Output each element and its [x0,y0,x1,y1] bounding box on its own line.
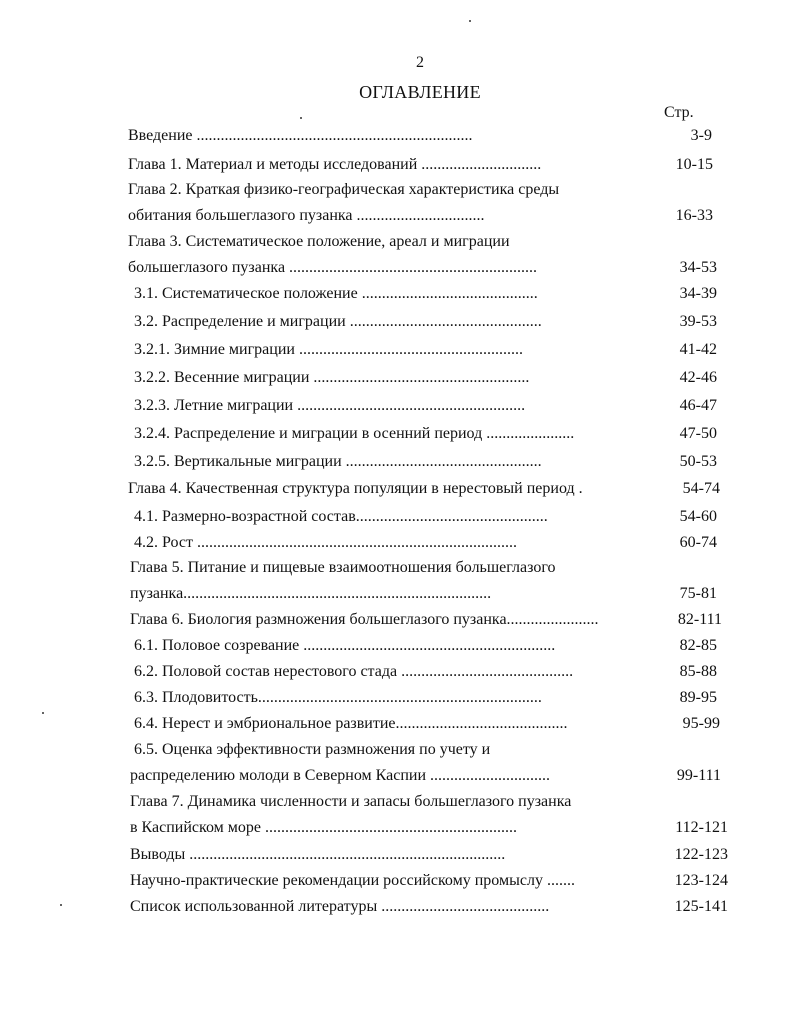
toc-entry-text: пузанка............................................................................. [130,585,492,602]
toc-entry-text: 6.4. Нерест и эмбриональное развитие........................................... [134,715,568,732]
toc-entry-text: Научно-практические рекомендации российскому промыслу ....... [130,872,575,889]
toc-entry-pages: 60-74 [679,534,717,551]
toc-entry-pages: 122-123 [674,846,728,863]
toc-entry-pages: 54-74 [682,480,720,497]
pages-column-header: Стр. [664,104,694,121]
toc-entry-pages: 42-46 [679,369,717,386]
toc-entry-pages: 47-50 [679,425,717,442]
toc-entry-pages: 46-47 [679,397,717,414]
toc-entry-text: 4.1. Размерно-возрастной состав................................................ [134,508,548,525]
toc-entry-text: Глава 4. Качественная структура популяции в нерестовый период . [128,480,583,497]
scan-speck [300,117,302,119]
toc-entry-pages: 125-141 [674,898,728,915]
toc-entry-text: большеглазого пузанка .............................................................. [128,259,538,276]
toc-entry-text: 6.2. Половой состав нерестового стада ........................................... [134,663,574,680]
toc-entry-text: 3.1. Систематическое положение ............................................ [134,285,538,302]
toc-entry-pages: 123-124 [674,872,728,889]
scan-speck [60,904,62,906]
toc-entry-text: Глава 1. Материал и методы исследований .............................. [128,156,542,173]
toc-entry-pages: 34-39 [679,285,717,302]
toc-entry-pages: 82-85 [679,637,717,654]
toc-entry-pages: 10-15 [675,156,713,173]
toc-entry-pages: 89-95 [679,689,717,706]
toc-entry-pages: 39-53 [679,313,717,330]
toc-entry-text: Глава 5. Питание и пищевые взаимоотношения большеглазого [130,559,556,576]
toc-entry-text: Выводы ............................................................................... [130,846,506,863]
scan-speck [469,20,471,22]
toc-entry-text: 4.2. Рост ................................................................................ [134,534,517,551]
toc-entry-text: 3.2.1. Зимние миграции ........................................................ [134,341,523,358]
toc-entry-text: распределению молоди в Северном Каспии .............................. [130,767,551,784]
toc-entry-pages: 82-111 [677,611,722,628]
toc-entry-pages: 3-9 [690,127,712,144]
toc-entry-text: Глава 7. Динамика численности и запасы большеглазого пузанка [130,793,572,810]
toc-entry-pages: 75-81 [679,585,717,602]
toc-entry-pages: 34-53 [679,259,717,276]
toc-entry-pages: 95-99 [682,715,720,732]
toc-entry-pages: 99-111 [676,767,721,784]
toc-entry-text: 6.3. Плодовитость....................................................................... [134,689,542,706]
toc-entry-text: 3.2. Распределение и миграции ................................................ [134,313,542,330]
toc-entry-text: обитания большеглазого пузанка ................................ [128,207,485,224]
toc-entry-text: 3.2.4. Распределение и миграции в осенний период ...................... [134,425,575,442]
toc-entry-pages: 54-60 [679,508,717,525]
toc-entry-text: 6.5. Оценка эффективности размножения по учету и [134,741,491,758]
toc-entry-pages: 112-121 [675,819,728,836]
toc-entry-text: 6.1. Половое созревание ............................................................... [134,637,556,654]
page-title: ОГЛАВЛЕНИЕ [359,82,481,102]
toc-entry-text: Список использованной литературы .......................................... [130,898,550,915]
toc-entry-text: Глава 3. Систематическое положение, ареал и миграции [128,233,510,250]
toc-entry-text: Глава 2. Краткая физико-географическая характеристика среды [128,181,560,198]
toc-entry-pages: 85-88 [679,663,717,680]
toc-entry-text: 3.2.2. Весенние миграции ...................................................... [134,369,530,386]
toc-entry-pages: 16-33 [675,207,713,224]
toc-entry-pages: 41-42 [679,341,717,358]
toc-entry-pages: 50-53 [679,453,717,470]
page-number: 2 [416,54,424,71]
toc-entry-text: 3.2.3. Летние миграции ......................................................... [134,397,526,414]
toc-entry-text: в Каспийском море ............................................................... [130,819,518,836]
toc-entry-text: 3.2.5. Вертикальные миграции ................................................. [134,453,542,470]
toc-entry-text: Введение ..................................................................... [128,127,473,144]
toc-entry-text: Глава 6. Биология размножения большеглазого пузанка....................... [130,611,599,628]
scan-speck [42,712,44,714]
